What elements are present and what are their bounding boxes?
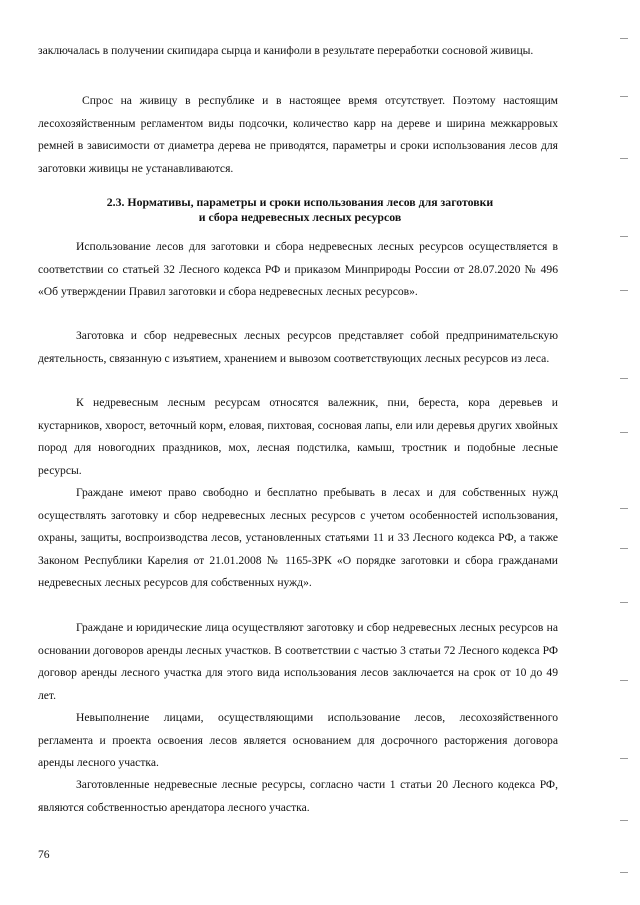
scan-edge-mark — [620, 758, 628, 759]
scan-edge-mark — [620, 38, 628, 39]
paragraph-termination: Невыполнение лицами, осуществляющими использование лесов, лесохозяйственного регламента и проекта освоения лесов является основанием для досрочного расторжения договора аренды лесного участка. — [38, 711, 558, 769]
scan-edge-mark — [620, 508, 628, 509]
scan-edge-mark — [620, 602, 628, 603]
scan-edge-mark — [620, 548, 628, 549]
scan-edge-mark — [620, 378, 628, 379]
paragraph-harvesting-definition: Заготовка и сбор недревесных лесных ресурсов представляет собой предпринимательскую деятельность, связанную с изъятием, хранением и вывозом соответствующих лесных ресурсов из леса. — [38, 329, 558, 365]
paragraph-continued: заключалась в получении скипидара сырца и канифоли в результате переработки сосновой живицы. — [38, 44, 534, 57]
section-heading-line-2: и сбора недревесных лесных ресурсов — [198, 210, 402, 224]
scan-edge-mark — [620, 158, 628, 159]
scan-edge-mark — [620, 290, 628, 291]
section-heading — [60, 195, 540, 225]
paragraph-resin-demand: Спрос на живицу в республике и в настоящее время отсутствует. Поэтому настоящим лесохозяйственным регламентом виды подсочки, количество карр на дереве и ширина межкарровых ремней в зависимости от диаметра дерева не приводятся, параметры и сроки использования лесов для заготовки живицы не устанавливаются. — [38, 94, 558, 175]
section-heading-line-1: 2.3. Нормативы, параметры и сроки использования лесов для заготовки — [106, 195, 494, 209]
scan-edge-mark — [620, 872, 628, 873]
paragraph-lease-contracts: Граждане и юридические лица осуществляют заготовку и сбор недревесных лесных ресурсов на основании договоров аренды лесных участков. В соответствии с частью 3 статьи 72 Лесного кодекса РФ договор аренды лесного участка для этого вида использования лесов заключается на срок от 10 до 49 лет. — [38, 621, 558, 702]
scan-edge-mark — [620, 96, 628, 97]
paragraph-citizens-rights: Граждане имеют право свободно и бесплатно пребывать в лесах и для собственных нужд осуществлять заготовку и сбор недревесных лесных ресурсов с учетом особенностей использования, охраны, защиты, воспроизводства лесов, установленных статьями 11 и 33 Лесного кодекса РФ, а также Законом Республики Карелия от 21.01.2008 № 1165-ЗРК «О порядке заготовки и сбора гражданами недревесных лесных ресурсов для собственных нужд». — [38, 486, 558, 589]
paragraph-ownership: Заготовленные недревесные лесные ресурсы, согласно части 1 статьи 20 Лесного кодекса РФ, являются собственностью арендатора лесного участка. — [38, 778, 558, 814]
scan-edge-mark — [620, 820, 628, 821]
scan-edge-mark — [620, 236, 628, 237]
paragraph-resource-list: К недревесным лесным ресурсам относятся валежник, пни, береста, кора деревьев и кустарников, хворост, веточный корм, еловая, пихтовая, сосновая лапы, ели или деревья других хвойных пород для новогодних праздников, мох, лесная подстилка, камыш, тростник и подобные лесные ресурсы. — [38, 396, 558, 477]
page-number: 76 — [38, 848, 50, 861]
scan-edge-mark — [620, 680, 628, 681]
scan-edge-mark — [620, 432, 628, 433]
paragraph-legal-basis: Использование лесов для заготовки и сбора недревесных лесных ресурсов осуществляется в соответствии со статьей 32 Лесного кодекса РФ и приказом Минприроды России от 28.07.2020 № 496 «Об утверждении Правил заготовки и сбора недревесных лесных ресурсов». — [38, 240, 558, 298]
